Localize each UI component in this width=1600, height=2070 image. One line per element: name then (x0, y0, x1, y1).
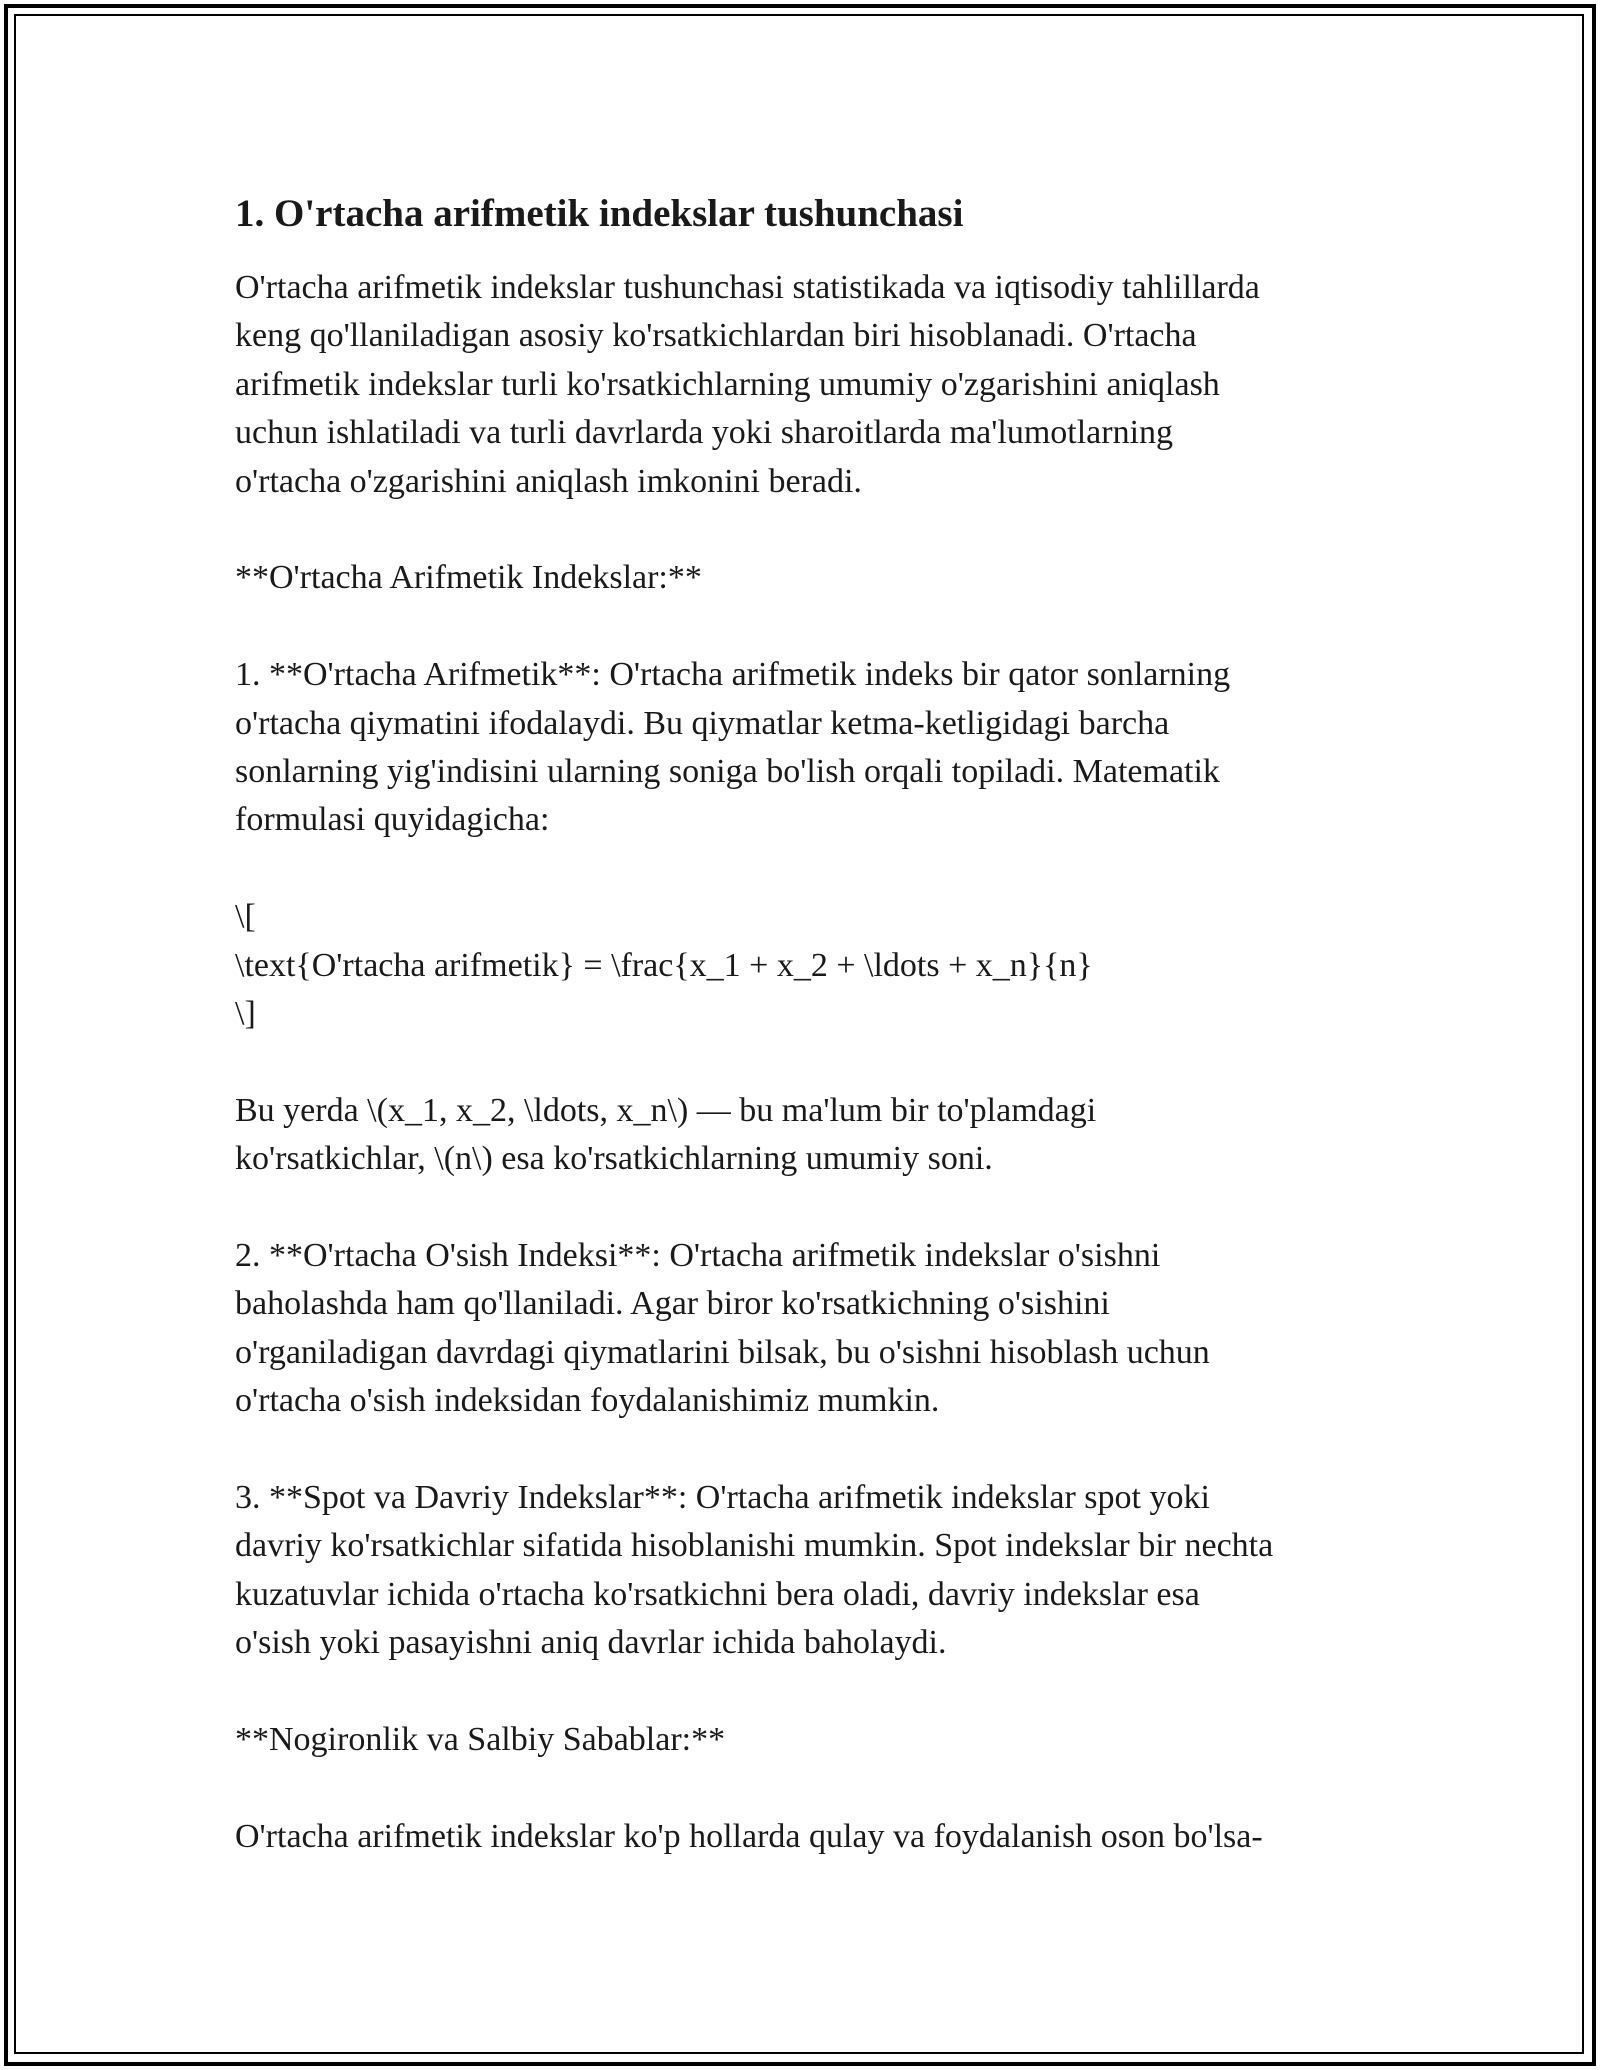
document-body (235, 186, 1365, 1861)
section-heading: 1. O'rtacha arifmetik indekslar tushunchasi (235, 192, 964, 235)
closing-paragraph: O'rtacha arifmetik indekslar ko'p hollarda qulay va foydalanish oson bo'lsa- (235, 1817, 1263, 1855)
list-item-spot-periodic: 3. **Spot va Davriy Indekslar**: O'rtacha arifmetik indekslar spot yoki davriy ko'rsatkichlar sifatida hisoblanishi mumkin. Spot indekslar bir nechta kuzatuvlar ichida o'rtacha ko'rsatkichni bera oladi, davriy indekslar esa o'sish yoki pasayishni aniq davrlar ichida baholaydi. (235, 1479, 1274, 1662)
intro-paragraph: O'rtacha arifmetik indekslar tushunchasi statistikada va iqtisodiy tahlillarda keng qo'llaniladigan asosiy ko'rsatkichlardan biri hisoblanadi. O'rtacha arifmetik indekslar turli ko'rsatkichlarning umumiy o'zgarishini aniqlash uchun ishlatiladi va turli davrlarda yoki sharoitlarda ma'lumotlarning o'rtacha o'zgarishini aniqlash imkonini beradi. (235, 269, 1260, 500)
subheading-indexes: **O'rtacha Arifmetik Indekslar:** (235, 559, 702, 597)
list-item-growth-index: 2. **O'rtacha O'sish Indeksi**: O'rtacha arifmetik indekslar o'sishni baholashda ham qo'llaniladi. Agar biror ko'rsatkichning o'sishini o'rganiladigan davrdagi qiymatlarini bilsak, bu o'sishni hisoblash uchun o'rtacha o'sish indeksidan foydalanishimiz mumkin. (235, 1237, 1210, 1420)
formula-explanation: Bu yerda \(x_1, x_2, \ldots, x_n\) — bu ma'lum bir to'plamdagi ko'rsatkichlar, \(n\) esa ko'rsatkichlarning umumiy soni. (235, 1091, 1097, 1178)
subheading-drawbacks: **Nogironlik va Salbiy Sabablar:** (235, 1721, 726, 1759)
list-item-arithmetic-mean: 1. **O'rtacha Arifmetik**: O'rtacha arifmetik indeks bir qator sonlarning o'rtacha qiymatini ifodalaydi. Bu qiymatlar ketma-ketligidagi barcha sonlarning yig'indisini ularning soniga bo'lish orqali topiladi. Matematik formulasi quyidagicha: (235, 656, 1231, 839)
formula-block: \[ \text{O'rtacha arifmetik} = \frac{x_1 + x_2 + \ldots + x_n}{n} \] (235, 898, 1093, 1033)
